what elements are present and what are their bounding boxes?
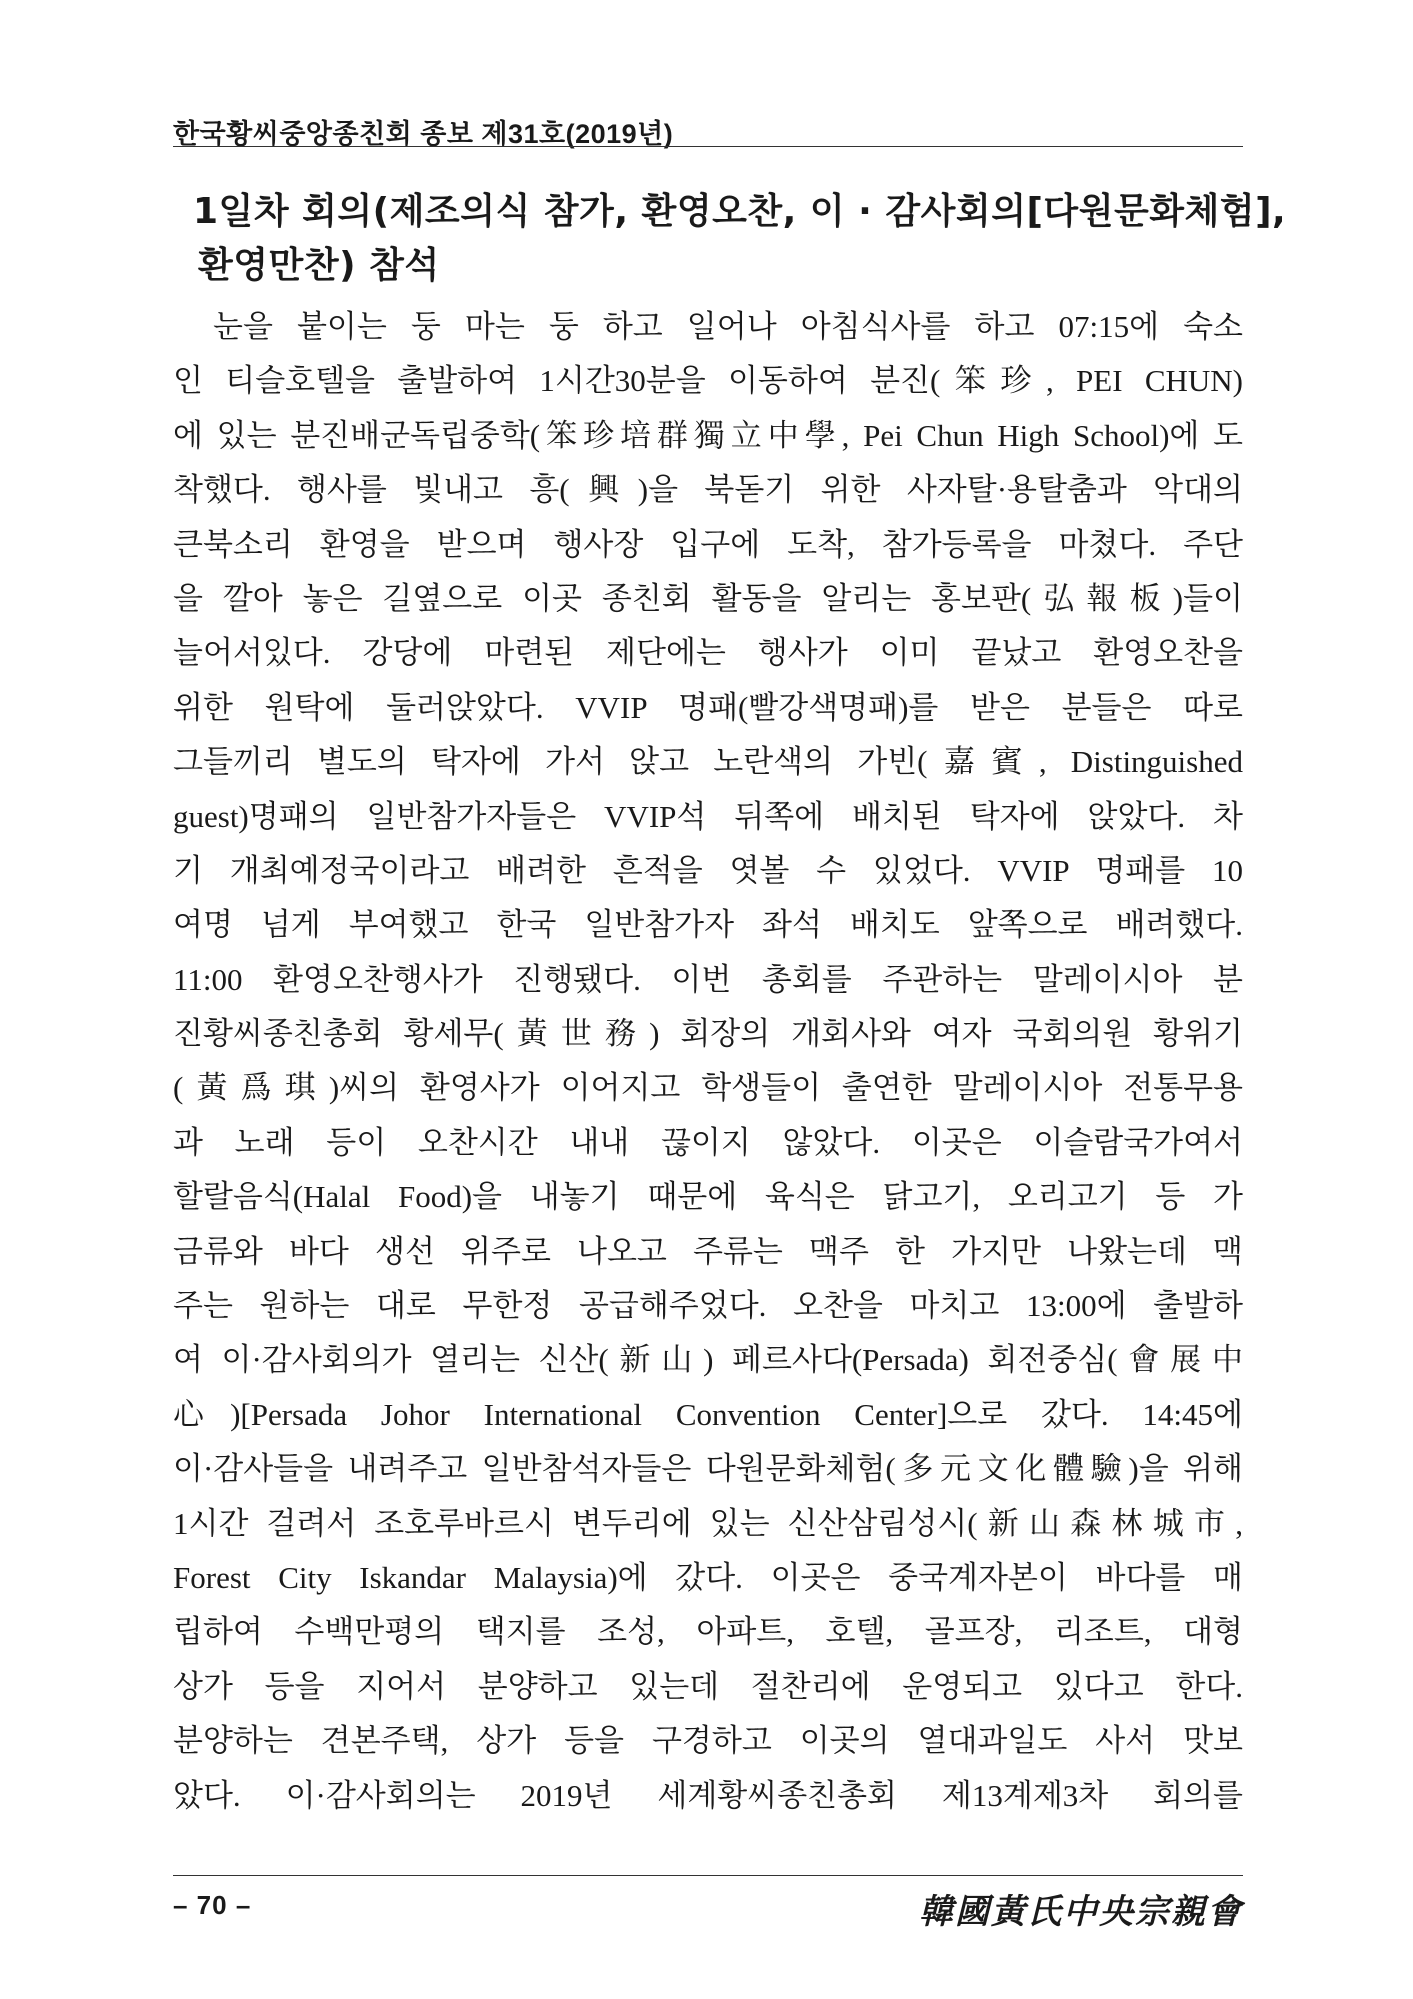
- organization-name: 韓國黃氏中央宗親會: [919, 1892, 1243, 1932]
- body-line: 위한 원탁에 둘러앉았다. VVIP 명패(빨강색명패)를 받은 분들은 따로: [173, 689, 1243, 725]
- body-line: 착했다. 행사를 빛내고 흥(興)을 북돋기 위한 사자탈·용탈춤과 악대의: [173, 472, 1243, 508]
- header-divider: [173, 146, 1243, 147]
- section-heading-line: 1일차 회의(제조의식 참가, 환영오찬, 이 · 감사회의[다원문화체험],: [193, 191, 1287, 232]
- body-line: 눈을 붙이는 둥 마는 둥 하고 일어나 아침식사를 하고 07:15에 숙소: [213, 309, 1243, 344]
- body-line: 인 티슬호텔을 출발하여 1시간30분을 이동하여 분진(笨珍, PEI CHUN): [173, 363, 1243, 399]
- body-line: 기 개최예정국이라고 배려한 흔적을 엿볼 수 있었다. VVIP 명패를 10: [173, 852, 1243, 888]
- footer-divider: [173, 1875, 1243, 1876]
- body-line: 이·감사들을 내려주고 일반참석자들은 다원문화체험(多元文化體驗)을 위해: [173, 1451, 1243, 1487]
- body-line: 립하여 수백만평의 택지를 조성, 아파트, 호텔, 골프장, 리조트, 대형: [173, 1614, 1243, 1650]
- body-line: 금류와 바다 생선 위주로 나오고 주류는 맥주 한 가지만 나왔는데 맥: [173, 1233, 1243, 1269]
- body-line: 분양하는 견본주택, 상가 등을 구경하고 이곳의 열대과일도 사서 맛보: [173, 1723, 1243, 1759]
- section-heading-line: 환영만찬) 참석: [198, 245, 440, 286]
- body-line: 진황씨종친총회 황세무(黃世務) 회장의 개회사와 여자 국회의원 황위기: [173, 1016, 1243, 1052]
- body-line: 여명 넘게 부여했고 한국 일반참가자 좌석 배치도 앞쪽으로 배려했다.: [173, 907, 1243, 943]
- body-line: 상가 등을 지어서 분양하고 있는데 절찬리에 운영되고 있다고 한다.: [173, 1668, 1243, 1704]
- body-line: Forest City Iskandar Malaysia)에 갔다. 이곳은 중국계자본이 바다를 매: [173, 1559, 1243, 1595]
- body-line: 그들끼리 별도의 탁자에 가서 앉고 노란색의 가빈(嘉賓, Distinguished: [173, 744, 1243, 780]
- body-line: 여 이·감사회의가 열리는 신산(新山) 페르사다(Persada) 회전중심(會展中: [173, 1342, 1243, 1378]
- body-line: (黃爲琪)씨의 환영사가 이어지고 학생들이 출연한 말레이시아 전통무용: [173, 1070, 1243, 1106]
- body-line: 을 깔아 놓은 길옆으로 이곳 종친회 활동을 알리는 홍보판(弘報板)들이: [173, 580, 1243, 616]
- running-header: 한국황씨중앙종친회 종보 제31호(2019년): [173, 119, 674, 149]
- section-heading: [193, 185, 1287, 293]
- body-line: 할랄음식(Halal Food)을 내놓기 때문에 육식은 닭고기, 오리고기 등 가: [173, 1179, 1243, 1215]
- body-line: 에 있는 분진배군독립중학(笨珍培群獨立中學, Pei Chun High School)에 도: [173, 417, 1243, 453]
- body-line: 늘어서있다. 강당에 마련된 제단에는 행사가 이미 끝났고 환영오찬을: [173, 635, 1243, 671]
- body-line: 과 노래 등이 오찬시간 내내 끊이지 않았다. 이곳은 이슬람국가여서: [173, 1124, 1243, 1160]
- body-line: 11:00 환영오찬행사가 진행됐다. 이번 총회를 주관하는 말레이시아 분: [173, 961, 1243, 997]
- body-line: 큰북소리 환영을 받으며 행사장 입구에 도착, 참가등록을 마쳤다. 주단: [173, 526, 1243, 562]
- body-line: guest)명패의 일반참가자들은 VVIP석 뒤쪽에 배치된 탁자에 앉았다. 차: [173, 798, 1243, 834]
- body-line: 心)[Persada Johor International Convention Center]으로 갔다. 14:45에: [173, 1396, 1243, 1432]
- article-body: [173, 300, 1243, 1823]
- page-number: – 70 –: [173, 1890, 252, 1920]
- body-line: 1시간 걸려서 조호루바르시 변두리에 있는 신산삼림성시(新山森林城市,: [173, 1505, 1243, 1541]
- body-line: 주는 원하는 대로 무한정 공급해주었다. 오찬을 마치고 13:00에 출발하: [173, 1288, 1243, 1324]
- body-line: 았다. 이·감사회의는 2019년 세계황씨종친총회 제13계제3차 회의를: [173, 1777, 1243, 1813]
